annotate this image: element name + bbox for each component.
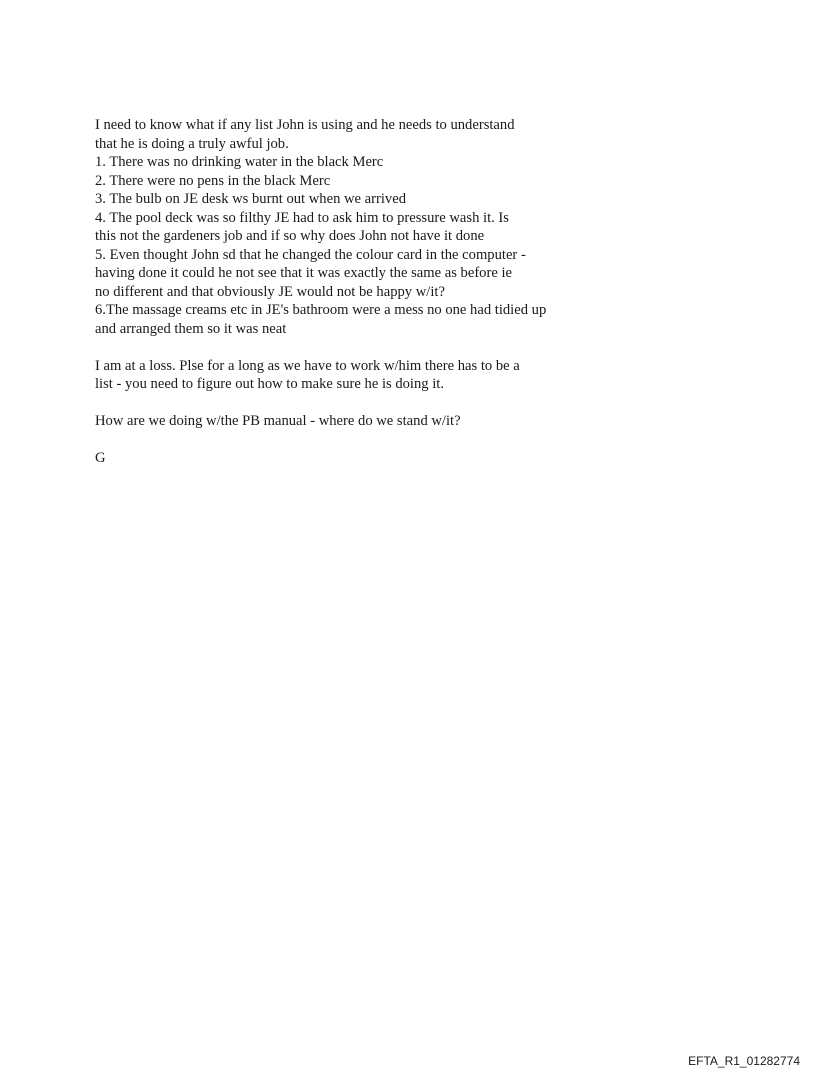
list-item: 5. Even thought John sd that he changed the colour card in the computer - (95, 246, 526, 263)
text-line: that he is doing a truly awful job. (95, 135, 289, 152)
paragraph-3 (95, 412, 655, 431)
text-line: no different and that obviously JE would not be happy w/it? (95, 283, 445, 300)
text-line: and arranged them so it was neat (95, 320, 287, 337)
paragraph-1 (95, 116, 655, 338)
list-item: 6.The massage creams etc in JE's bathroom were a mess no one had tidied up (95, 302, 547, 318)
paragraph-spacer (95, 431, 655, 450)
text-line: list - you need to figure out how to make sure he is doing it. (95, 376, 444, 392)
signature: G (95, 450, 106, 466)
text-line: I am at a loss. Plse for a long as we have to work w/him there has to be a (95, 357, 520, 374)
paragraph-spacer (95, 394, 655, 413)
text-line: I need to know what if any list John is using and he needs to understand (95, 117, 515, 133)
text-line: having done it could he not see that it was exactly the same as before ie (95, 265, 512, 281)
document-body (95, 116, 655, 468)
paragraph-spacer (95, 338, 655, 357)
text-line: this not the gardeners job and if so why does John not have it done (95, 228, 485, 244)
list-item: 3. The bulb on JE desk ws burnt out when we arrived (95, 191, 407, 207)
list-item: 2. There were no pens in the black Merc (95, 172, 331, 189)
list-item: 4. The pool deck was so filthy JE had to ask him to pressure wash it. Is (95, 209, 509, 226)
text-line: How are we doing w/the PB manual - where do we stand w/it? (95, 413, 461, 429)
list-item: 1. There was no drinking water in the black Merc (95, 154, 384, 170)
paragraph-2 (95, 357, 655, 394)
document-id: EFTA_R1_01282774 (688, 1054, 800, 1068)
